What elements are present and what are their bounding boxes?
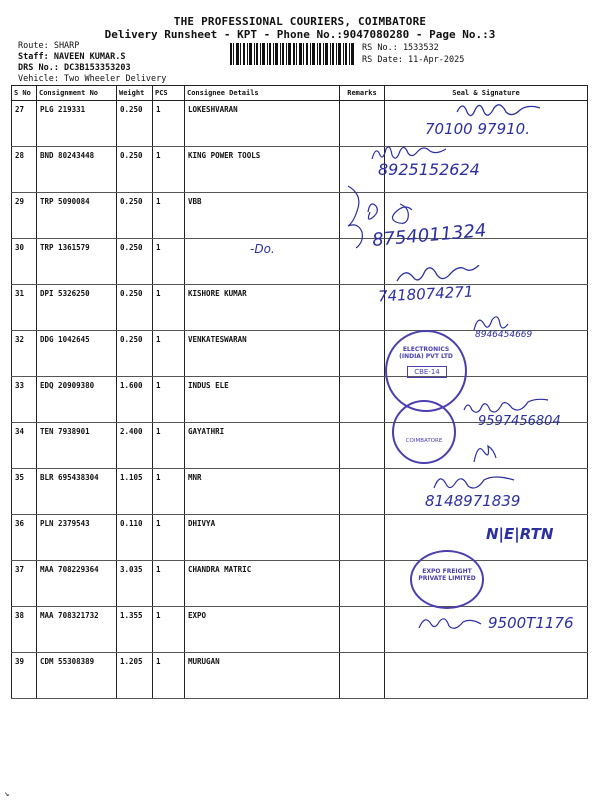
cell-weight: 1.205 (117, 653, 153, 699)
stamp-text-34: COIMBATORE (405, 438, 443, 444)
route-label: Route: SHARP (18, 41, 80, 51)
cell-consignment: PLN 2379543 (37, 515, 117, 561)
table-row (12, 147, 588, 193)
drs-label: DRS No.: DC3B153353203 (18, 63, 131, 73)
cell-weight: 0.250 (117, 147, 153, 193)
cell-sno: 28 (12, 147, 37, 193)
cell-consignment: DDG 1042645 (37, 331, 117, 377)
cell-remarks (340, 561, 385, 607)
cell-consignment: MAA 708321732 (37, 607, 117, 653)
header-remarks: Remarks (340, 86, 385, 101)
cell-sno: 38 (12, 607, 37, 653)
cell-consignment: PLG 219331 (37, 101, 117, 147)
cell-consignee: VBB (185, 193, 340, 239)
cell-pcs: 1 (153, 423, 185, 469)
runsheet-table (11, 85, 588, 699)
cell-pcs: 1 (153, 239, 185, 285)
cell-sno: 39 (12, 653, 37, 699)
cell-consignee: EXPO (185, 607, 340, 653)
cell-consignment: CDM 55308389 (37, 653, 117, 699)
cell-weight: 1.355 (117, 607, 153, 653)
cell-consignee: INDUS ELE (185, 377, 340, 423)
cell-consignee: MNR (185, 469, 340, 515)
stamp-center-33: CBE-14 (407, 366, 447, 378)
handwritten-phone-36: 8148971839 (425, 492, 521, 510)
cell-pcs: 1 (153, 469, 185, 515)
handwritten-phone-27: 70100 97910. (425, 120, 530, 138)
document-title: THE PROFESSIONAL COURIERS, COIMBATORE (173, 15, 427, 28)
cell-remarks (340, 469, 385, 515)
cell-sno: 27 (12, 101, 37, 147)
cell-signature (385, 653, 588, 699)
cell-sno: 34 (12, 423, 37, 469)
cell-weight: 0.250 (117, 285, 153, 331)
cell-consignment: BLR 695438304 (37, 469, 117, 515)
cell-sno: 32 (12, 331, 37, 377)
cell-pcs: 1 (153, 331, 185, 377)
header-consignment: Consignment No (37, 86, 117, 101)
handwritten-phone-32: 8946454669 (475, 330, 533, 340)
cell-pcs: 1 (153, 101, 185, 147)
cell-consignment: EDQ 20909380 (37, 377, 117, 423)
cell-consignee: DHIVYA (185, 515, 340, 561)
signature-scribble-36 (430, 470, 520, 494)
cell-consignment: TEN 7938901 (37, 423, 117, 469)
cell-consignee: CHANDRA MATRIC (185, 561, 340, 607)
cell-remarks (340, 101, 385, 147)
cell-pcs: 1 (153, 515, 185, 561)
stamp-text-38: EXPO FREIGHT PRIVATE LIMITED (418, 568, 476, 582)
table-row (12, 423, 588, 469)
signature-scribble-35 (470, 438, 500, 466)
cell-pcs: 1 (153, 561, 185, 607)
table-row (12, 561, 588, 607)
signature-scribble-39 (415, 612, 485, 634)
cell-remarks (340, 377, 385, 423)
cell-weight: 0.250 (117, 239, 153, 285)
handwritten-phone-39: 9500T1176 (488, 614, 574, 632)
cell-consignment: DPI 5326250 (37, 285, 117, 331)
company-stamp-34 (392, 400, 456, 464)
header-pcs: PCS (153, 86, 185, 101)
cell-sno: 36 (12, 515, 37, 561)
handwritten-phone-30: 8754011324 (371, 220, 488, 251)
cell-sno: 35 (12, 469, 37, 515)
header-weight: Weight (117, 86, 153, 101)
header-signature: Seal & Signature (385, 86, 588, 101)
table-row (12, 239, 588, 285)
handwritten-text-37: N|E|RTN (486, 525, 554, 543)
cell-sno: 33 (12, 377, 37, 423)
cell-pcs: 1 (153, 285, 185, 331)
header-consignee: Consignee Details (185, 86, 340, 101)
stamp-text-33: ELECTRONICS (INDIA) PVT LTD (399, 346, 453, 360)
cell-weight: 0.250 (117, 193, 153, 239)
cell-consignment: BND 80243448 (37, 147, 117, 193)
cell-weight: 1.105 (117, 469, 153, 515)
cell-sno: 29 (12, 193, 37, 239)
cell-consignment: TRP 5090084 (37, 193, 117, 239)
document-subtitle: Delivery Runsheet - KPT - Phone No.:9047080280 - Page No.:3 (104, 28, 496, 41)
handwritten-phone-31: 7418074271 (377, 282, 474, 306)
corner-mark: ↘ (4, 789, 10, 799)
cell-pcs: 1 (153, 377, 185, 423)
header-sno: S No (12, 86, 37, 101)
cell-consignee: MURUGAN (185, 653, 340, 699)
rs-number: RS No.: 1533532 (362, 43, 439, 53)
cell-remarks (340, 653, 385, 699)
cell-sno: 31 (12, 285, 37, 331)
cell-weight: 0.110 (117, 515, 153, 561)
cell-consignee: KISHORE KUMAR (185, 285, 340, 331)
cell-consignment: TRP 1361579 (37, 239, 117, 285)
cell-weight: 0.250 (117, 331, 153, 377)
company-stamp-38 (410, 550, 484, 609)
cell-consignee: KING POWER TOOLS (185, 147, 340, 193)
cell-remarks (340, 331, 385, 377)
signature-scribble-27 (455, 98, 545, 120)
cell-consignee: GAYATHRI (185, 423, 340, 469)
cell-weight: 3.035 (117, 561, 153, 607)
cell-remarks (340, 515, 385, 561)
cell-weight: 0.250 (117, 101, 153, 147)
cell-sno: 30 (12, 239, 37, 285)
cell-pcs: 1 (153, 607, 185, 653)
cell-remarks (340, 423, 385, 469)
rs-date: RS Date: 11-Apr-2025 (362, 55, 465, 65)
cell-pcs: 1 (153, 147, 185, 193)
handwritten-phone-28: 8925152624 (378, 160, 480, 179)
cell-pcs: 1 (153, 193, 185, 239)
handwritten-phone-34: 9597456804 (478, 414, 561, 429)
cell-pcs: 1 (153, 653, 185, 699)
cell-remarks (340, 607, 385, 653)
handwritten-ditto-30: -Do. (250, 242, 275, 256)
vehicle-label: Vehicle: Two Wheeler Delivery (18, 74, 167, 84)
barcode (230, 43, 354, 65)
table-row (12, 653, 588, 699)
cell-consignment: MAA 708229364 (37, 561, 117, 607)
staff-label: Staff: NAVEEN KUMAR.S (18, 52, 126, 62)
cell-sno: 37 (12, 561, 37, 607)
cell-weight: 2.400 (117, 423, 153, 469)
cell-weight: 1.600 (117, 377, 153, 423)
cell-consignee: VENKATESWARAN (185, 331, 340, 377)
cell-consignee: LOKESHVARAN (185, 101, 340, 147)
table-row (12, 193, 588, 239)
